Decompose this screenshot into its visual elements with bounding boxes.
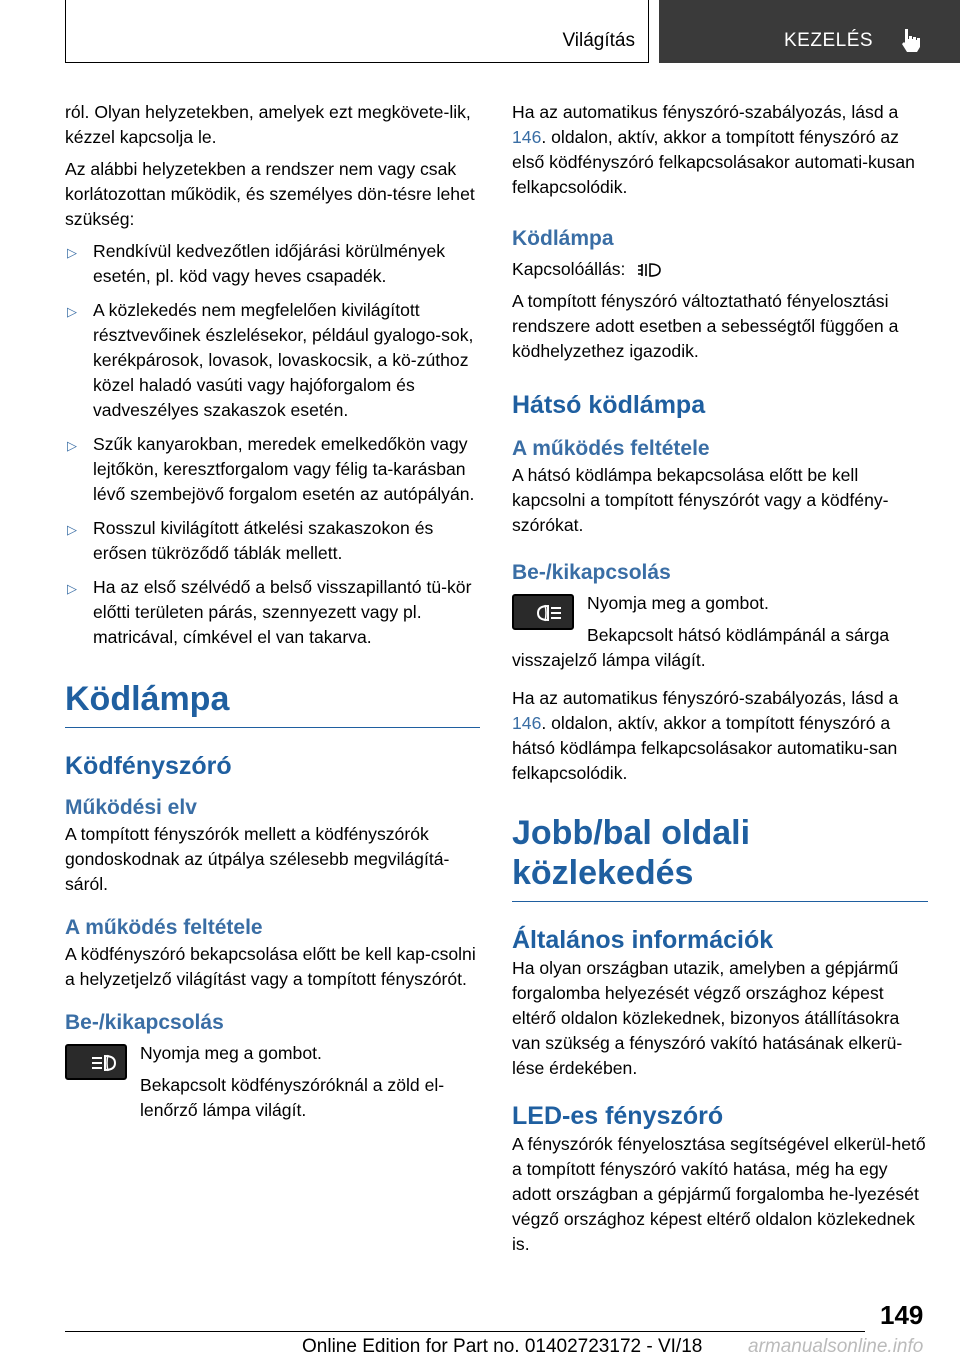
paragraph: A hátsó ködlámpa bekapcsolása előtt be kell kapcsolni a tompított fényszórót vagy a ködfény-szórókat.	[512, 465, 889, 535]
pointing-hand-icon	[899, 27, 923, 53]
triangle-bullet-icon: ▷	[67, 304, 77, 319]
paragraph: A tompított fényszóró változtatható fényelosztási rendszere adott esetben a sebességtől függően a ködhelyzethez igazodik.	[512, 291, 899, 361]
subsection-heading: Ködfényszóró	[65, 752, 232, 780]
subsection-heading: Hátsó ködlámpa	[512, 391, 706, 419]
paragraph: ról. Olyan helyzetekben, amelyek ezt megkövete-lik, kézzel kapcsolja le.	[65, 102, 471, 147]
page-reference-link[interactable]: 146	[512, 127, 542, 147]
button-instruction	[512, 591, 928, 673]
subsection-heading: Általános információk	[512, 926, 774, 954]
paragraph: Az alábbi helyzetekben a rendszer nem vagy csak korlátozottan működik, és személyes dön-tésre lehet szükség:	[65, 159, 475, 229]
triangle-bullet-icon: ▷	[67, 245, 77, 260]
section-heading: Ködlámpa	[65, 679, 480, 728]
front-fog-button-icon	[65, 1044, 127, 1080]
triangle-bullet-icon: ▷	[67, 522, 77, 537]
section-title: Világítás	[562, 30, 635, 51]
list-item: ▷ Rosszul kivilágított átkelési szakaszokon és erősen tükröződő táblák mellett.	[67, 518, 434, 563]
paragraph: Ha az automatikus fényszóró-szabályozás, lásd a 146. oldalon, aktív, akkor a tompított fényszóró az első ködfényszóró felkapcsolásakor automati-kusan felkapcsolódik.	[512, 102, 915, 197]
chapter-tab[interactable]	[659, 0, 960, 63]
topic-heading: Ködlámpa	[512, 227, 614, 250]
triangle-bullet-icon: ▷	[67, 438, 77, 453]
list-item: ▷ Ha az első szélvédő a belső visszapillantó tü-kör előtti területen párás, szennyezett vagy pl. matricával, címkével el van takarva.	[67, 577, 472, 647]
list-item: ▷ A közlekedés nem megfelelően kivilágított résztvevőinek észlelésekor, például gyalogo-sok, kerékpárosok, lovasok, lovaskocsik, a kö-zúthoz közel haladó vasúti vagy hajóforgalom és vadveszélyes szakaszok esetén.	[67, 300, 474, 420]
header-frame	[65, 0, 649, 63]
topic-heading: Be-/kikapcsolás	[65, 1011, 224, 1034]
button-instruction	[65, 1041, 480, 1123]
chapter-label: KEZELÉS	[784, 30, 874, 51]
topic-heading: A működés feltétele	[65, 916, 263, 939]
list-item: ▷ Szűk kanyarokban, meredek emelkedőkön vagy lejtőkön, keresztforgalom vagy félig ta-karásban lévő szembejövő forgalom esetén az autópályán.	[67, 434, 475, 504]
footer-divider	[65, 1331, 865, 1332]
instruction-text: Nyomja meg a gombot.	[140, 1043, 322, 1063]
instruction-text: Nyomja meg a gombot.	[587, 593, 769, 613]
page-number: 149	[880, 1300, 924, 1330]
paragraph: A fényszórók fényelosztása segítségével elkerül-hető a tompított fényszóró vakító hatása, még ha egy adott országban a gépjármű forgalomba he-lyezését végző országhoz képest eltérő oldalon közlekednek is.	[512, 1134, 926, 1254]
fog-lamp-symbol-icon	[636, 260, 662, 280]
edition-text: Online Edition for Part no. 01402723172 - VI/18	[302, 1336, 703, 1357]
bullet-list	[65, 239, 480, 650]
instruction-text: Bekapcsolt hátsó ködlámpánál a sárga visszajelző lámpa világít.	[512, 625, 890, 670]
paragraph: Ha az automatikus fényszóró-szabályozás, lásd a 146. oldalon, aktív, akkor a tompított fényszóró a hátsó ködlámpa felkapcsolásakor automatiku-san felkapcsolódik.	[512, 688, 899, 783]
instruction-text: Bekapcsolt ködfényszóróknál a zöld el-lenőrző lámpa világít.	[140, 1075, 445, 1120]
right-column	[512, 100, 928, 1264]
triangle-bullet-icon: ▷	[67, 581, 77, 596]
list-item: ▷ Rendkívül kedvezőtlen időjárási körülmények esetén, pl. köd vagy heves csapadék.	[67, 241, 446, 286]
topic-heading: Be-/kikapcsolás	[512, 561, 671, 584]
section-heading: Jobb/bal oldali közlekedés	[512, 813, 928, 902]
paragraph: A ködfényszóró bekapcsolása előtt be kell kap-csolni a helyzetjelző világítást vagy a tompított fényszórót.	[65, 944, 476, 989]
left-column	[65, 100, 480, 1130]
rear-fog-button-icon	[512, 594, 574, 630]
paragraph: Ha olyan országban utazik, amelyben a gépjármű forgalomba helyezését végző országhoz képest eltérő oldalon közlekednek, bizonyos átállításokra van szükség a fényszóró vakító hatásának elkerü-lése érdekében.	[512, 958, 903, 1078]
switch-position: Kapcsolóállás:	[512, 257, 928, 282]
page-reference-link[interactable]: 146	[512, 713, 542, 733]
watermark: armanualsonline.info	[748, 1336, 924, 1357]
topic-heading: A működés feltétele	[512, 437, 710, 460]
topic-heading: Működési elv	[65, 796, 197, 819]
paragraph: A tompított fényszórók mellett a ködfényszórók gondoskodnak az útpálya szélesebb megvilágítá-sáról.	[65, 824, 450, 894]
subsection-heading: LED-es fényszóró	[512, 1102, 724, 1130]
